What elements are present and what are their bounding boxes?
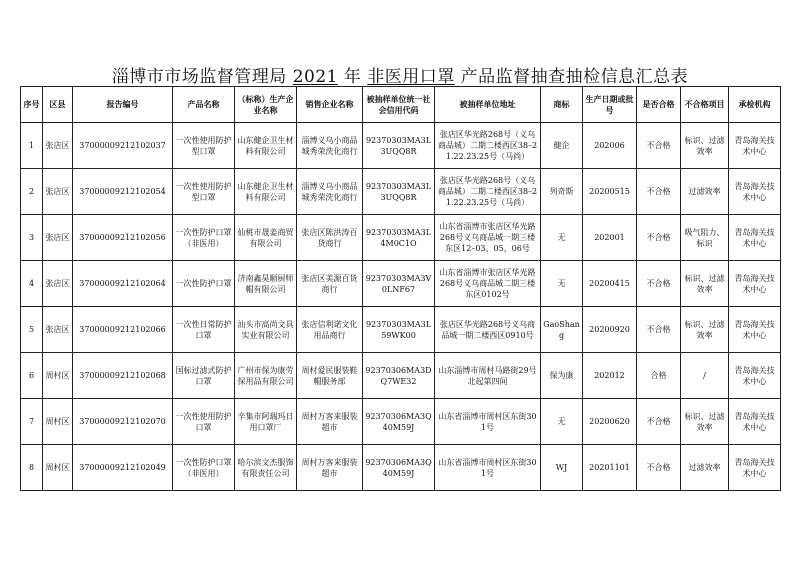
document-title	[0, 62, 800, 87]
col-failed-items-cell: 标识、过滤效率	[681, 307, 729, 353]
col-report-no-cell: 37000009212102054	[73, 169, 173, 215]
col-lab-cell: 青岛海关技术中心	[729, 399, 781, 445]
col-qualified-cell: 不合格	[637, 307, 681, 353]
col-address-cell: 山东淄博市周村马路街29号北起第四间	[435, 353, 541, 399]
col-report-no-cell: 37000009212102070	[73, 399, 173, 445]
col-qualified-cell: 不合格	[637, 445, 681, 491]
col-lab-cell: 青岛海关技术中心	[729, 123, 781, 169]
col-seller-cell: 张店信利诺文化用品商行	[297, 307, 363, 353]
col-product-name-cell: 一次性防护口罩（非医用）	[173, 445, 235, 491]
col-product-name-header: 产品名称	[173, 87, 235, 123]
title-part-3: 产品监督抽查抽检信息汇总表	[454, 67, 689, 87]
col-qualified-cell: 不合格	[637, 169, 681, 215]
col-manufacturer-cell: 哈尔滨文杰服饰有限责任公司	[235, 445, 297, 491]
col-index-cell: 7	[21, 399, 43, 445]
col-qualified-cell: 不合格	[637, 215, 681, 261]
title-part-1: 淄博市市场监督管理局	[111, 67, 293, 87]
col-address-cell: 张店区华光路268号（义乌商品城）二期二楼西区38–21.22.23.25号（马尚）	[435, 169, 541, 215]
col-district-cell: 张店区	[43, 123, 73, 169]
col-index-cell: 1	[21, 123, 43, 169]
col-address-cell: 山东省淄博市周村区东街301号	[435, 399, 541, 445]
col-seller-header: 销售企业名称	[297, 87, 363, 123]
col-report-no-header: 报告编号	[73, 87, 173, 123]
table-body	[21, 123, 781, 491]
col-product-name-cell: 一次性使用防护型口罩	[173, 169, 235, 215]
col-seller-cell: 张店区陈洪涛百货商行	[297, 215, 363, 261]
col-lab-cell: 青岛海关技术中心	[729, 307, 781, 353]
col-failed-items-cell: /	[681, 353, 729, 399]
title-part-2: 年	[337, 67, 368, 87]
col-manufacturer-cell: 济南鑫昊顺厨师帽有限公司	[235, 261, 297, 307]
col-brand-cell: GaoShang	[541, 307, 583, 353]
col-production-date-cell: 20200620	[583, 399, 637, 445]
col-seller-cell: 张店区美源百货商行	[297, 261, 363, 307]
col-seller-cell: 周村万客来服装超市	[297, 445, 363, 491]
col-district-cell: 周村区	[43, 445, 73, 491]
col-credit-code-header: 被抽样单位统一社会信用代码	[363, 87, 435, 123]
col-failed-items-cell: 过滤效率	[681, 445, 729, 491]
col-credit-code-cell: 92370303MA3L3UQQ8R	[363, 123, 435, 169]
col-brand-cell: 无	[541, 215, 583, 261]
table-row	[21, 169, 781, 215]
col-lab-cell: 青岛海关技术中心	[729, 215, 781, 261]
col-report-no-cell: 37000009212102066	[73, 307, 173, 353]
col-lab-header: 承检机构	[729, 87, 781, 123]
col-product-name-cell: 一次性日常防护口罩	[173, 307, 235, 353]
col-failed-items-cell: 标识、过滤效率	[681, 399, 729, 445]
table-row	[21, 123, 781, 169]
col-credit-code-cell: 92370303MA3L3UQQ8R	[363, 169, 435, 215]
col-qualified-cell: 不合格	[637, 123, 681, 169]
col-credit-code-cell: 92370303MA3L4M0C1O	[363, 215, 435, 261]
col-failed-items-cell: 标识、过滤效率	[681, 123, 729, 169]
col-address-cell: 张店区华光路268号（义乌商品城）二期二楼西区38–21.22.23.25号（马尚）	[435, 123, 541, 169]
col-credit-code-cell: 92370306MA3Q40M59J	[363, 445, 435, 491]
col-production-date-cell: 202006	[583, 123, 637, 169]
col-brand-cell: 无	[541, 261, 583, 307]
col-report-no-cell: 37000009212102049	[73, 445, 173, 491]
col-district-header: 区县	[43, 87, 73, 123]
col-brand-cell: 列奇斯	[541, 169, 583, 215]
title-year: 2021	[292, 67, 338, 87]
col-qualified-cell: 合格	[637, 353, 681, 399]
col-product-name-cell: 一次性防护口罩	[173, 261, 235, 307]
col-report-no-cell: 37000009212102064	[73, 261, 173, 307]
col-production-date-cell: 20200920	[583, 307, 637, 353]
col-manufacturer-cell: 广州市保为康劳保用品有限公司	[235, 353, 297, 399]
col-address-cell: 山东省淄博市周村区东街301号	[435, 445, 541, 491]
col-production-date-cell: 202001	[583, 215, 637, 261]
col-manufacturer-cell: 仙桃市晟姜商贸有限公司	[235, 215, 297, 261]
col-address-cell: 山东省淄博市张店区华光路268号义乌商品城二期三楼东区0102号	[435, 261, 541, 307]
col-brand-cell: WJ	[541, 445, 583, 491]
col-report-no-cell: 37000009212102056	[73, 215, 173, 261]
col-product-name-cell: 国标过滤式防护口罩	[173, 353, 235, 399]
col-address-cell: 张店区华光路268号义乌商品城一期二楼西区0910号	[435, 307, 541, 353]
table-row	[21, 261, 781, 307]
table-row	[21, 307, 781, 353]
col-failed-items-cell: 过滤效率	[681, 169, 729, 215]
col-brand-cell: 保为康	[541, 353, 583, 399]
col-qualified-cell: 不合格	[637, 399, 681, 445]
col-district-cell: 张店区	[43, 307, 73, 353]
col-district-cell: 周村区	[43, 353, 73, 399]
col-index-cell: 5	[21, 307, 43, 353]
col-lab-cell: 青岛海关技术中心	[729, 261, 781, 307]
col-lab-cell: 青岛海关技术中心	[729, 353, 781, 399]
col-district-cell: 周村区	[43, 399, 73, 445]
col-failed-items-header: 不合格项目	[681, 87, 729, 123]
col-manufacturer-header: （标称）生产企业名称	[235, 87, 297, 123]
col-failed-items-cell: 吸气阻力、标识	[681, 215, 729, 261]
col-production-date-header: 生产日期或批号	[583, 87, 637, 123]
col-seller-cell: 周村万客来服装超市	[297, 399, 363, 445]
col-address-header: 被抽样单位地址	[435, 87, 541, 123]
col-credit-code-cell: 92370306MA3DQ7WE32	[363, 353, 435, 399]
col-address-cell: 山东省淄博市张店区华光路268号义乌商品城一期三楼东区12–03、05、06号	[435, 215, 541, 261]
col-manufacturer-cell: 山东健企卫生材料有限公司	[235, 123, 297, 169]
col-manufacturer-cell: 辛集市阿瑞玛日用口罩厂	[235, 399, 297, 445]
col-index-cell: 6	[21, 353, 43, 399]
col-credit-code-cell: 92370303MA3V0LNF67	[363, 261, 435, 307]
col-brand-cell: 无	[541, 399, 583, 445]
col-manufacturer-cell: 汕头市高尚文具实业有限公司	[235, 307, 297, 353]
col-credit-code-cell: 92370306MA3Q40M59J	[363, 399, 435, 445]
col-lab-cell: 青岛海关技术中心	[729, 169, 781, 215]
col-index-cell: 8	[21, 445, 43, 491]
col-index-cell: 3	[21, 215, 43, 261]
table-row	[21, 399, 781, 445]
col-district-cell: 张店区	[43, 169, 73, 215]
table-row	[21, 445, 781, 491]
col-index-header: 序号	[21, 87, 43, 123]
col-production-date-cell: 202012	[583, 353, 637, 399]
col-seller-cell: 周村爱民服装鞋帽服务部	[297, 353, 363, 399]
col-product-name-cell: 一次性使用防护口罩	[173, 399, 235, 445]
col-report-no-cell: 37000009212102037	[73, 123, 173, 169]
table-row	[21, 215, 781, 261]
col-index-cell: 2	[21, 169, 43, 215]
col-qualified-cell: 不合格	[637, 261, 681, 307]
header-row	[21, 87, 781, 123]
col-brand-cell: 健企	[541, 123, 583, 169]
col-seller-cell: 淄博义乌小商品城秀荣洗化商行	[297, 123, 363, 169]
col-index-cell: 4	[21, 261, 43, 307]
col-brand-header: 商标	[541, 87, 583, 123]
col-product-name-cell: 一次性防护口罩（非医用）	[173, 215, 235, 261]
col-lab-cell: 青岛海关技术中心	[729, 445, 781, 491]
col-report-no-cell: 37000009212102068	[73, 353, 173, 399]
col-production-date-cell: 20200515	[583, 169, 637, 215]
col-district-cell: 张店区	[43, 261, 73, 307]
inspection-table	[20, 86, 781, 491]
col-production-date-cell: 20201101	[583, 445, 637, 491]
col-seller-cell: 淄博义乌小商品城秀荣洗化商行	[297, 169, 363, 215]
col-credit-code-cell: 92370303MA3L59WK00	[363, 307, 435, 353]
col-production-date-cell: 20200415	[583, 261, 637, 307]
col-failed-items-cell: 标识、过滤效率	[681, 261, 729, 307]
col-district-cell: 张店区	[43, 215, 73, 261]
table-header	[21, 87, 781, 123]
title-product: 非医用口罩	[367, 67, 455, 87]
col-product-name-cell: 一次性使用防护型口罩	[173, 123, 235, 169]
col-qualified-header: 是否合格	[637, 87, 681, 123]
col-manufacturer-cell: 山东健企卫生材料有限公司	[235, 169, 297, 215]
table-row	[21, 353, 781, 399]
